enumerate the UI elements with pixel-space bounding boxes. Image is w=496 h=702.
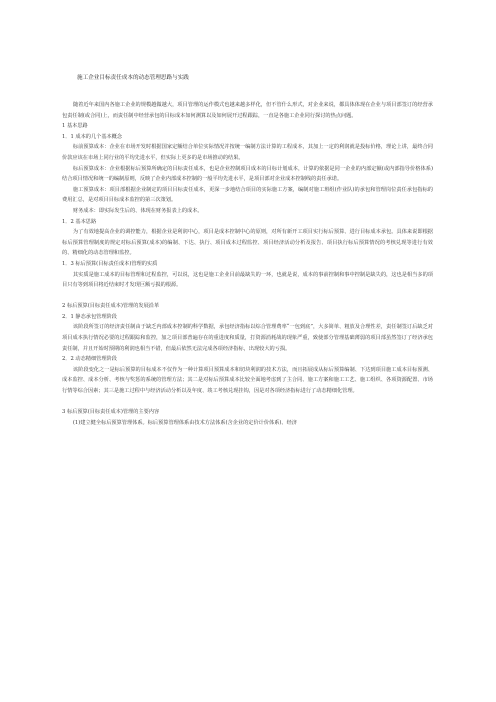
section-heading: 3 标后预算(目标责任成本)管理的主要内容 — [62, 409, 160, 416]
document-title: 施工企业目标责任成本的动态管理思路与实践 — [77, 75, 189, 81]
section-heading: 2．1 静态承包管理阶段 — [62, 313, 117, 320]
paragraph: 标后预算成本：企业根据标后预算所确定的目标责任成本，也是企业控制项目成本的目标计划成本，计算的依据是同一企业的内部定额(或内部指导价格体系)结合项目情况和统一的编制原则，反映了企业内部成本控制的一般平均先进水平，是项目部对企业成本控制线的责任承诺。 — [62, 165, 433, 183]
section-heading: 1．2 基本思路 — [62, 218, 97, 225]
section-heading: 1 基本思路 — [62, 123, 88, 130]
paragraph: 随着近年来国内各施工企业的规模越做越大，项目管理的运作模式也越来越多样化，但不管什么形式，对企业来说，都具体体现在企业与项目部签订的经营承包责任制(或合同)上，而责任制中经营承包的目标成本如何测算以及如何展开过程跟踪，一直是各施工企业同行探讨的热点问题。 — [62, 102, 433, 119]
paragraph: 财务成本：即实际发生后的、体现在财务报表上的成本。 — [72, 207, 203, 214]
paragraph: 该阶段所签订的经济责任制由于缺乏内部成本控制的科学数据，承包经济指标以综合管理费率“一包到底”，大多简单、粗放及合理性差，责任制签订后缺乏对项目成本执行情况必要的过程跟踪和监控，加之项目部普遍存在的重进度和质量，打资源消耗战的现象严重，致使部分管理基础薄弱的项目部虽然签订了经济承包责任制，并且开始时预期的利润也相当不错，但最后依然无法完成各项经济指标，出现较大的亏损。 — [62, 324, 433, 352]
paragraph: (1)建立健全标后预算管理体系。标后预算管理体系由技术方法体系(含企业的定价计价体系)、经济 — [72, 419, 297, 426]
paragraph: 施工预算成本：项目部根据企业制定的项目目标责任成本，更深一步地结合项目的实际施工方案，编制对施工班组(作业队)的承包和管理岗位责任承包指标的费用汇总，是对项目目标成本监控的第三次策划。 — [62, 186, 433, 204]
paragraph: 其实质是施工成本的目标管理和过程监控，可以说，这也是施工企业目前最缺失的一环，也就是说，成本的事前控制和事中控制是缺失的，这也是相当多的项目只有等到项目将近结束时才发现巨额亏损的根源。 — [62, 271, 433, 289]
section-heading: 1．1 成本的几个基本概念 — [62, 133, 123, 140]
section-heading: 2 标后预算(目标责任成本)管理的发展沿革 — [62, 303, 160, 310]
document-body — [62, 100, 433, 428]
paragraph: 为了有效地提高企业的调控能力，根据企业是利润中心，项目是成本控制中心的原则，对所有新开工项目实行标后预算、进行目标成本承包。具体来说即根据标后预算管理制度的规定对标后预算(成本)的编制、下达、执行、项目成本过程监控、项目经济活动分析及报告、项目执行标后预算情况的考核兑现等进行有效的、精细化的动态管理和监控。 — [62, 229, 433, 257]
paragraph: 该阶段变化之一是标后预算的目标成本不仅作为一种计算项目预算成本和切块利润的技术方法，而且拓展成从标后预算编制、下达到项目施工成本目标预测、成本监控、成本分析、考核与奖惩的系统的管理方法；其二是对标后预算成本比较全面地考虑到了主合同、施工方案和施工工艺、施工组织、各项资源配置、市场行情等综合因素；其三是施工过程中与经济活动分析以及年度、竣工考核兑现挂钩，因是对各项经济指标进行了动态精细化管理。 — [62, 366, 433, 395]
section-heading: 1．3 标后预算(目标责任成本)管理的实质 — [62, 260, 158, 267]
paragraph: 标前预算成本：企业在市场开发时根据国家定额结合单位实际情况并按统一编制方法计算的工程成本，其加上一定的利润就是投标价格，理论上讲，最终合同价款应该在市场上同行业的平均先进水平，但实际上更多的是市场推动的结果。 — [62, 144, 433, 161]
section-heading: 2．2 动态精细管理阶段 — [62, 356, 117, 363]
